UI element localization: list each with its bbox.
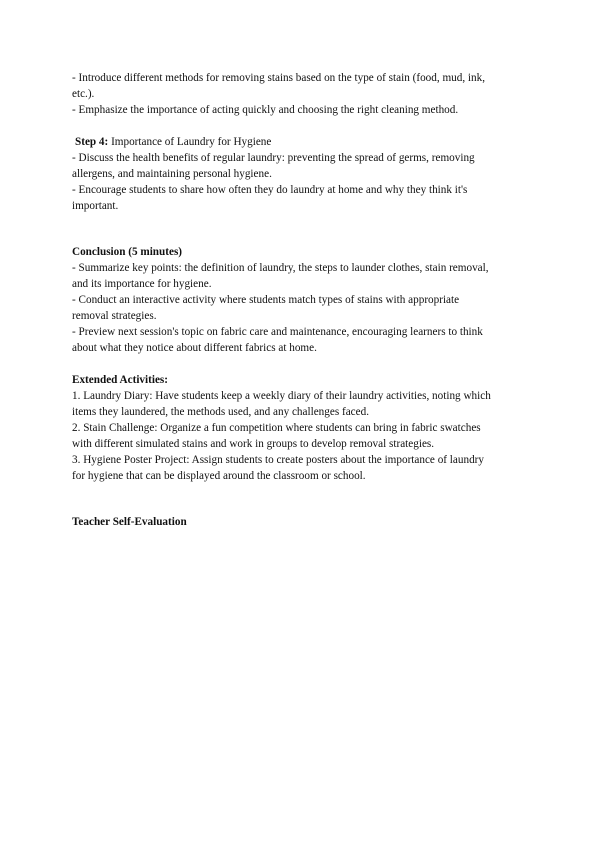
conclusion-line: removal strategies. [72,310,157,322]
spacer [72,356,532,372]
extended-line: 1. Laundry Diary: Have students keep a weekly diary of their laundry activities, noting which [72,390,491,402]
self-evaluation-heading: Teacher Self-Evaluation [72,516,187,528]
extended-line: 2. Stain Challenge: Organize a fun competition where students can bring in fabric swatches [72,422,481,434]
step4-line: important. [72,200,119,212]
conclusion-line: about what they notice about different fabrics at home. [72,342,317,354]
self-evaluation-section [72,514,532,530]
conclusion-heading: Conclusion (5 minutes) [72,246,183,258]
spacer [72,118,532,134]
extended-line: with different simulated stains and work in groups to develop removal strategies. [72,438,435,450]
conclusion-line: - Preview next session's topic on fabric care and maintenance, encouraging learners to think [72,326,483,338]
spacer [72,214,532,244]
step4-section [72,134,532,214]
extended-heading: Extended Activities: [72,374,169,386]
step4-title: Importance of Laundry for Hygiene [108,136,272,148]
step4-line: - Discuss the health benefits of regular laundry: preventing the spread of germs, removing [72,152,475,164]
extended-line: items they laundered, the methods used, and any challenges faced. [72,406,369,418]
intro-section [72,70,532,118]
conclusion-line: - Conduct an interactive activity where students match types of stains with appropriate [72,294,460,306]
step4-heading [72,134,532,150]
conclusion-line: - Summarize key points: the definition of laundry, the steps to launder clothes, stain removal, [72,262,489,274]
spacer [72,484,532,514]
step4-line: - Encourage students to share how often they do laundry at home and why they think it's [72,184,468,196]
extended-line: 3. Hygiene Poster Project: Assign students to create posters about the importance of laundry [72,454,484,466]
conclusion-section [72,244,532,356]
intro-line: etc.). [72,88,95,100]
intro-line: - Emphasize the importance of acting quickly and choosing the right cleaning method. [72,104,459,116]
intro-line: - Introduce different methods for removing stains based on the type of stain (food, mud, ink, [72,72,486,84]
extended-activities-section [72,372,532,484]
document-page [72,70,532,530]
extended-line: for hygiene that can be displayed around the classroom or school. [72,470,366,482]
conclusion-line: and its importance for hygiene. [72,278,212,290]
step4-line: allergens, and maintaining personal hygiene. [72,168,272,180]
step4-label: Step 4: [75,136,109,148]
